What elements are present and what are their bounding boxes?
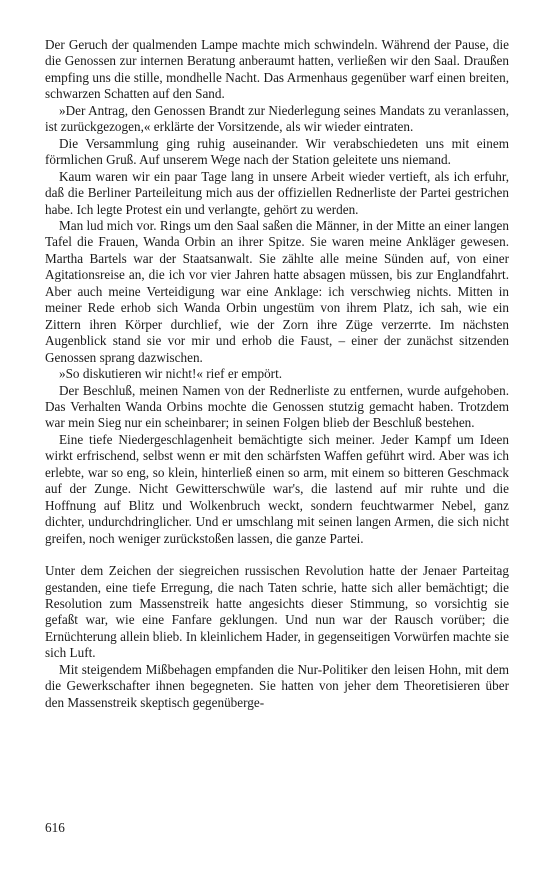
- section-break: [45, 547, 509, 563]
- paragraph: »So diskutieren wir nicht!« rief er empört.: [59, 366, 283, 382]
- book-page: [45, 37, 509, 711]
- paragraph: Die Versammlung ging ruhig auseinander. Wir verabschiedeten uns mit einem förmlichen Gruß. Auf unserem Wege nach der Station geleitete uns niemand.: [45, 135, 509, 168]
- paragraph: Der Beschluß, meinen Namen von der Rednerliste zu entfernen, wurde aufgehoben. Das Verhalten Wanda Orbins mochte die Genossen stutzig gemacht haben. Trotzdem war mein Sieg nur ein scheinbarer; in seinen Folgen blieb der Beschluß bestehen.: [45, 382, 509, 431]
- paragraph: »Der Antrag, den Genossen Brandt zur Niederlegung seines Mandats zu veranlassen, ist zurückgezogen,« erklärte der Vorsitzende, als wir wieder eintraten.: [45, 102, 509, 135]
- paragraph: Der Geruch der qualmenden Lampe machte mich schwindeln. Während der Pause, die die Genossen zur internen Beratung anberaumt hatten, verließen wir den Saal. Draußen empfing uns die stille, mondhelle Nacht. Das Armenhaus gegenüber warf einen breiten, schwarzen Schatten auf den Sand.: [45, 37, 509, 102]
- paragraph: Man lud mich vor. Rings um den Saal saßen die Männer, in der Mitte an einer langen Tafel die Frauen, Wanda Orbin an ihrer Spitze. Sie waren meine Ankläger gewesen. Martha Bartels war der Staatsanwalt. Sie zählte alle meine Sünden auf, von einer Agitationsreise an, die ich vor vier Jahren hatte absagen müssen, bis zur Englandfahrt. Aber auch meine Verteidigung war eine Anklage: ich verschwieg nichts. Mitten in meiner Rede erhob sich Wanda Orbin ungestüm von ihrem Platz, ich sah, wie ein Zittern ihren Körper durchlief, wie der Zorn ihre Züge verzerrte. Im nächsten Augenblick stand sie vor mir und erhob die Faust, – einer der zunächst sitzenden Genossen sprang dazwischen.: [45, 217, 509, 365]
- paragraph: Mit steigendem Mißbehagen empfanden die Nur-Politiker den leisen Hohn, mit dem die Gewerkschafter ihnen begegneten. Sie hatten von jeher dem Theoretisieren über den Massenstreik skeptisch gegenüberge-: [45, 661, 509, 710]
- paragraph: Unter dem Zeichen der siegreichen russischen Revolution hatte der Jenaer Parteitag gestanden, eine tiefe Erregung, die nach Taten schrie, hatte sich aller bemächtigt; die Resolution zum Massenstreik hatte angesichts dieser Stimmung, so vorsichtig sie gefaßt war, wie eine Fanfare geklungen. Und nun war der Rausch vorüber; die Ernüchterung allein blieb. In kleinlichem Hader, in gegenseitigen Vorwürfen machte sie sich Luft.: [45, 563, 509, 661]
- paragraph: Kaum waren wir ein paar Tage lang in unsere Arbeit wieder vertieft, als ich erfuhr, daß die Berliner Parteileitung mich aus der offiziellen Rednerliste der Partei gestrichen habe. Ich legte Protest ein und verlangte, gehört zu werden.: [45, 168, 509, 217]
- page-number: 616: [45, 820, 65, 835]
- paragraph: Eine tiefe Niedergeschlagenheit bemächtigte sich meiner. Jeder Kampf um Ideen wirkt erfrischend, selbst wenn er mit den schärfsten Waffen geführt wird. Aber was ich erlebte, war so eng, so klein, hinterließ einen so arm, mit einem so bitteren Geschmack auf der Zunge. Nicht Gewitterschwüle war's, die lastend auf mir ruhte und die Hoffnung auf Blitz und Wolkenbruch weckt, sondern feuchtwarmer Nebel, ganz dichter, undurchdringlicher. Und er umschlang mit seinen langen Armen, die sich nicht greifen, noch weniger zurückstoßen lassen, die ganze Partei.: [45, 431, 509, 546]
